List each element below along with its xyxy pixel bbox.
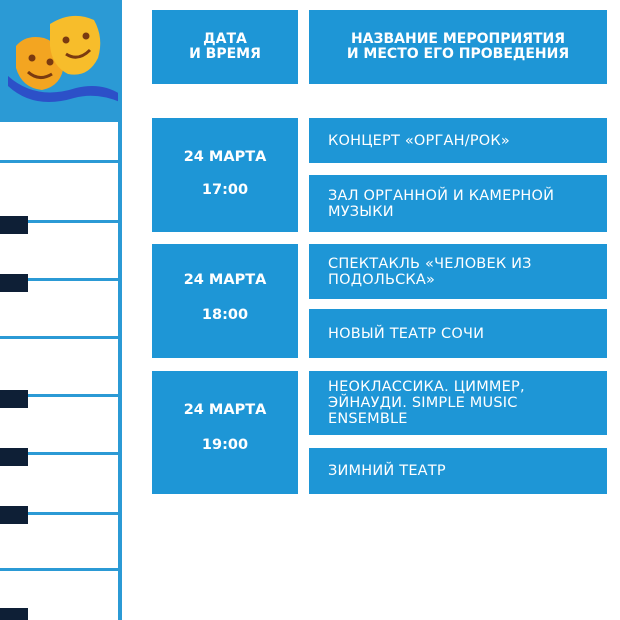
black-key: [0, 506, 28, 524]
piano-decoration: [0, 0, 124, 620]
date-time-header: ДАТА И ВРЕМЯ: [152, 10, 298, 84]
key-divider: [0, 160, 118, 163]
event-date: 24 МАРТА: [183, 149, 267, 165]
event-date-cell: [152, 371, 298, 494]
black-key: [0, 216, 28, 234]
key-divider: [0, 568, 118, 571]
black-key: [0, 608, 28, 620]
event-place-header: НАЗВАНИЕ МЕРОПРИЯТИЯ И МЕСТО ЕГО ПРОВЕДЕНИЯ: [309, 10, 607, 84]
key-divider: [0, 336, 118, 339]
event-date: 24 МАРТА: [183, 402, 267, 418]
theatre-masks-icon: [6, 6, 122, 110]
event-date-cell: [152, 118, 298, 232]
event-time: 17:00: [201, 182, 249, 198]
piano-border: [118, 0, 122, 620]
event-name: КОНЦЕРТ «ОРГАН/РОК»: [309, 118, 607, 163]
black-key: [0, 390, 28, 408]
event-date: 24 МАРТА: [183, 272, 267, 288]
event-time: 19:00: [201, 437, 249, 453]
event-time: 18:00: [201, 307, 249, 323]
event-name: НЕОКЛАССИКА. ЦИММЕР, ЭЙНАУДИ. SIMPLE MUSIC ENSEMBLE: [309, 371, 607, 435]
black-key: [0, 448, 28, 466]
event-place: ЗИМНИЙ ТЕАТР: [309, 448, 607, 494]
black-key: [0, 274, 28, 292]
event-name: СПЕКТАКЛЬ «ЧЕЛОВЕК ИЗ ПОДОЛЬСКА»: [309, 244, 607, 299]
event-date-cell: [152, 244, 298, 358]
event-place: НОВЫЙ ТЕАТР СОЧИ: [309, 309, 607, 358]
event-place: ЗАЛ ОРГАННОЙ И КАМЕРНОЙ МУЗЫКИ: [309, 175, 607, 232]
